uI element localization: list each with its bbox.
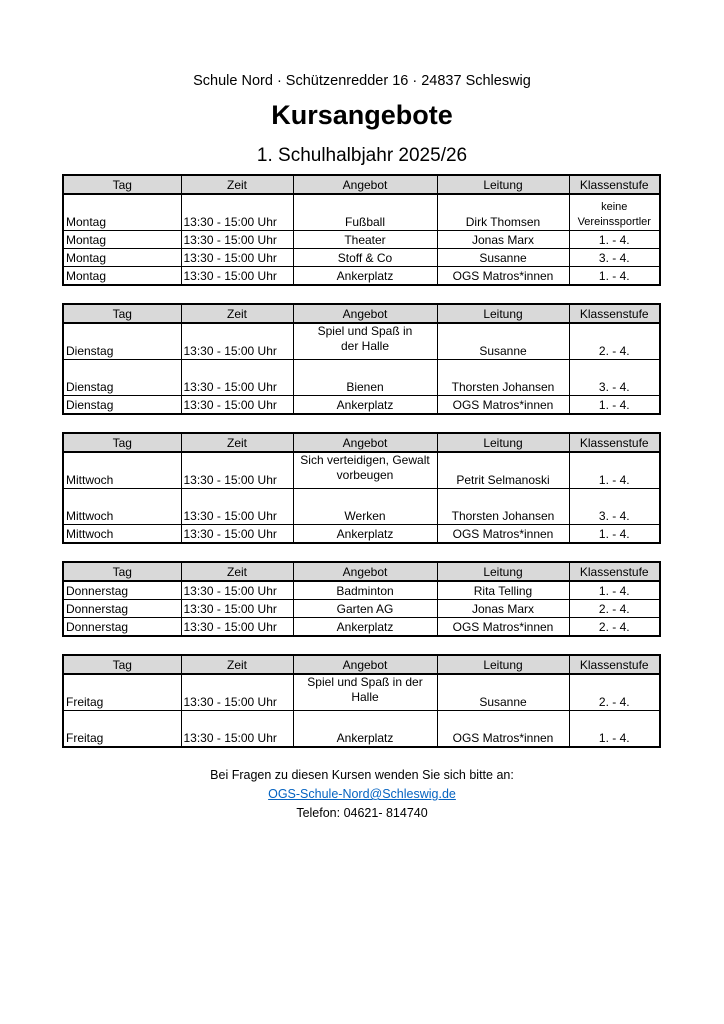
cell-leitung: Rita Telling (437, 581, 569, 600)
cell-tag: Dienstag (63, 360, 181, 396)
col-leitung: Leitung (437, 304, 569, 323)
header-row (63, 655, 660, 674)
col-zeit: Zeit (181, 433, 293, 452)
cell-zeit: 13:30 - 15:00 Uhr (181, 618, 293, 637)
contact-question: Bei Fragen zu diesen Kursen wenden Sie sich bitte an: (210, 768, 514, 782)
cell-klassenstufe: 3. - 4. (569, 489, 660, 525)
col-klassenstufe: Klassenstufe (569, 655, 660, 674)
school-address: Schule Nord · Schützenredder 16 · 24837 Schleswig (193, 73, 531, 89)
cell-leitung: Jonas Marx (437, 600, 569, 618)
table-row (63, 396, 660, 415)
course-tables (62, 174, 661, 748)
page-title: Kursangebote (271, 100, 453, 130)
cell-tag: Freitag (63, 674, 181, 711)
col-angebot: Angebot (293, 304, 437, 323)
cell-klassenstufe: 3. - 4. (569, 360, 660, 396)
cell-tag: Montag (63, 194, 181, 231)
cell-angebot: Theater (293, 231, 437, 249)
cell-zeit: 13:30 - 15:00 Uhr (181, 600, 293, 618)
col-tag: Tag (63, 433, 181, 452)
col-leitung: Leitung (437, 655, 569, 674)
cell-zeit: 13:30 - 15:00 Uhr (181, 581, 293, 600)
cell-klassenstufe: 2. - 4. (569, 600, 660, 618)
cell-leitung: Thorsten Johansen (437, 360, 569, 396)
page-subtitle: 1. Schulhalbjahr 2025/26 (256, 145, 468, 166)
col-zeit: Zeit (181, 562, 293, 581)
header-row (63, 562, 660, 581)
cell-leitung: Susanne (437, 249, 569, 267)
cell-tag: Dienstag (63, 396, 181, 415)
cell-leitung: OGS Matros*innen (437, 525, 569, 544)
table-row (63, 489, 660, 525)
col-angebot: Angebot (293, 433, 437, 452)
table-row (63, 600, 660, 618)
cell-angebot: Garten AG (293, 600, 437, 618)
cell-leitung: Susanne (437, 674, 569, 711)
cell-klassenstufe: 1. - 4. (569, 396, 660, 415)
cell-angebot: Badminton (293, 581, 437, 600)
header-row (63, 433, 660, 452)
cell-angebot: Ankerplatz (293, 525, 437, 544)
cell-leitung: OGS Matros*innen (437, 711, 569, 748)
table-mittwoch (62, 432, 661, 544)
cell-tag: Freitag (63, 711, 181, 748)
header-row (63, 175, 660, 194)
cell-angebot: Ankerplatz (293, 618, 437, 637)
cell-klassenstufe: 3. - 4. (569, 249, 660, 267)
cell-zeit: 13:30 - 15:00 Uhr (181, 711, 293, 748)
col-angebot: Angebot (293, 175, 437, 194)
cell-tag: Dienstag (63, 323, 181, 360)
cell-zeit: 13:30 - 15:00 Uhr (181, 323, 293, 360)
col-tag: Tag (63, 562, 181, 581)
cell-tag: Montag (63, 249, 181, 267)
col-zeit: Zeit (181, 655, 293, 674)
cell-leitung: Jonas Marx (437, 231, 569, 249)
cell-angebot: Werken (293, 489, 437, 525)
cell-angebot: Fußball (293, 194, 437, 231)
table-dienstag (62, 303, 661, 415)
cell-angebot: Ankerplatz (293, 267, 437, 286)
col-klassenstufe: Klassenstufe (569, 304, 660, 323)
cell-klassenstufe: 1. - 4. (569, 581, 660, 600)
col-angebot: Angebot (293, 655, 437, 674)
table-donnerstag (62, 561, 661, 637)
cell-klassenstufe: 2. - 4. (569, 323, 660, 360)
table-row (63, 249, 660, 267)
table-row (63, 194, 660, 231)
cell-zeit: 13:30 - 15:00 Uhr (181, 231, 293, 249)
cell-klassenstufe: 1. - 4. (569, 231, 660, 249)
table-row (63, 360, 660, 396)
cell-zeit: 13:30 - 15:00 Uhr (181, 267, 293, 286)
cell-zeit: 13:30 - 15:00 Uhr (181, 525, 293, 544)
cell-tag: Montag (63, 231, 181, 249)
cell-leitung: OGS Matros*innen (437, 618, 569, 637)
table-row (63, 267, 660, 286)
cell-klassenstufe: 2. - 4. (569, 674, 660, 711)
cell-angebot: Spiel und Spaß in der Halle (293, 674, 437, 711)
cell-leitung: OGS Matros*innen (437, 267, 569, 286)
cell-tag: Mittwoch (63, 452, 181, 489)
table-row (63, 581, 660, 600)
col-klassenstufe: Klassenstufe (569, 562, 660, 581)
cell-zeit: 13:30 - 15:00 Uhr (181, 396, 293, 415)
cell-klassenstufe: 1. - 4. (569, 525, 660, 544)
contact-footer (0, 766, 724, 823)
cell-zeit: 13:30 - 15:00 Uhr (181, 452, 293, 489)
table-freitag (62, 654, 661, 748)
cell-zeit: 13:30 - 15:00 Uhr (181, 194, 293, 231)
header-row (63, 304, 660, 323)
table-row (63, 674, 660, 711)
contact-phone: Telefon: 04621- 814740 (296, 806, 428, 820)
cell-angebot: Bienen (293, 360, 437, 396)
cell-klassenstufe: 1. - 4. (569, 452, 660, 489)
col-klassenstufe: Klassenstufe (569, 175, 660, 194)
cell-leitung: Dirk Thomsen (437, 194, 569, 231)
cell-zeit: 13:30 - 15:00 Uhr (181, 489, 293, 525)
col-zeit: Zeit (181, 304, 293, 323)
col-leitung: Leitung (437, 433, 569, 452)
col-angebot: Angebot (293, 562, 437, 581)
col-klassenstufe: Klassenstufe (569, 433, 660, 452)
col-leitung: Leitung (437, 562, 569, 581)
cell-tag: Donnerstag (63, 581, 181, 600)
cell-angebot: Ankerplatz (293, 396, 437, 415)
cell-tag: Donnerstag (63, 600, 181, 618)
col-tag: Tag (63, 175, 181, 194)
cell-klassenstufe: 1. - 4. (569, 711, 660, 748)
table-montag (62, 174, 661, 286)
cell-leitung: Susanne (437, 323, 569, 360)
table-row (63, 231, 660, 249)
col-tag: Tag (63, 304, 181, 323)
cell-angebot: Stoff & Co (293, 249, 437, 267)
col-leitung: Leitung (437, 175, 569, 194)
cell-angebot: Spiel und Spaß in der Halle (293, 323, 437, 360)
table-row (63, 452, 660, 489)
cell-klassenstufe: keine Vereinssportler (569, 194, 660, 231)
table-row (63, 525, 660, 544)
cell-tag: Mittwoch (63, 489, 181, 525)
cell-zeit: 13:30 - 15:00 Uhr (181, 249, 293, 267)
table-row (63, 323, 660, 360)
cell-zeit: 13:30 - 15:00 Uhr (181, 674, 293, 711)
table-row (63, 711, 660, 748)
contact-email-link[interactable]: OGS-Schule-Nord@Schleswig.de (268, 787, 456, 801)
cell-angebot: Sich verteidigen, Gewalt vorbeugen (293, 452, 437, 489)
table-row (63, 618, 660, 637)
cell-tag: Mittwoch (63, 525, 181, 544)
cell-tag: Donnerstag (63, 618, 181, 637)
col-tag: Tag (63, 655, 181, 674)
cell-klassenstufe: 2. - 4. (569, 618, 660, 637)
cell-leitung: Petrit Selmanoski (437, 452, 569, 489)
cell-tag: Montag (63, 267, 181, 286)
cell-zeit: 13:30 - 15:00 Uhr (181, 360, 293, 396)
cell-angebot: Ankerplatz (293, 711, 437, 748)
cell-leitung: OGS Matros*innen (437, 396, 569, 415)
cell-leitung: Thorsten Johansen (437, 489, 569, 525)
cell-klassenstufe: 1. - 4. (569, 267, 660, 286)
col-zeit: Zeit (181, 175, 293, 194)
